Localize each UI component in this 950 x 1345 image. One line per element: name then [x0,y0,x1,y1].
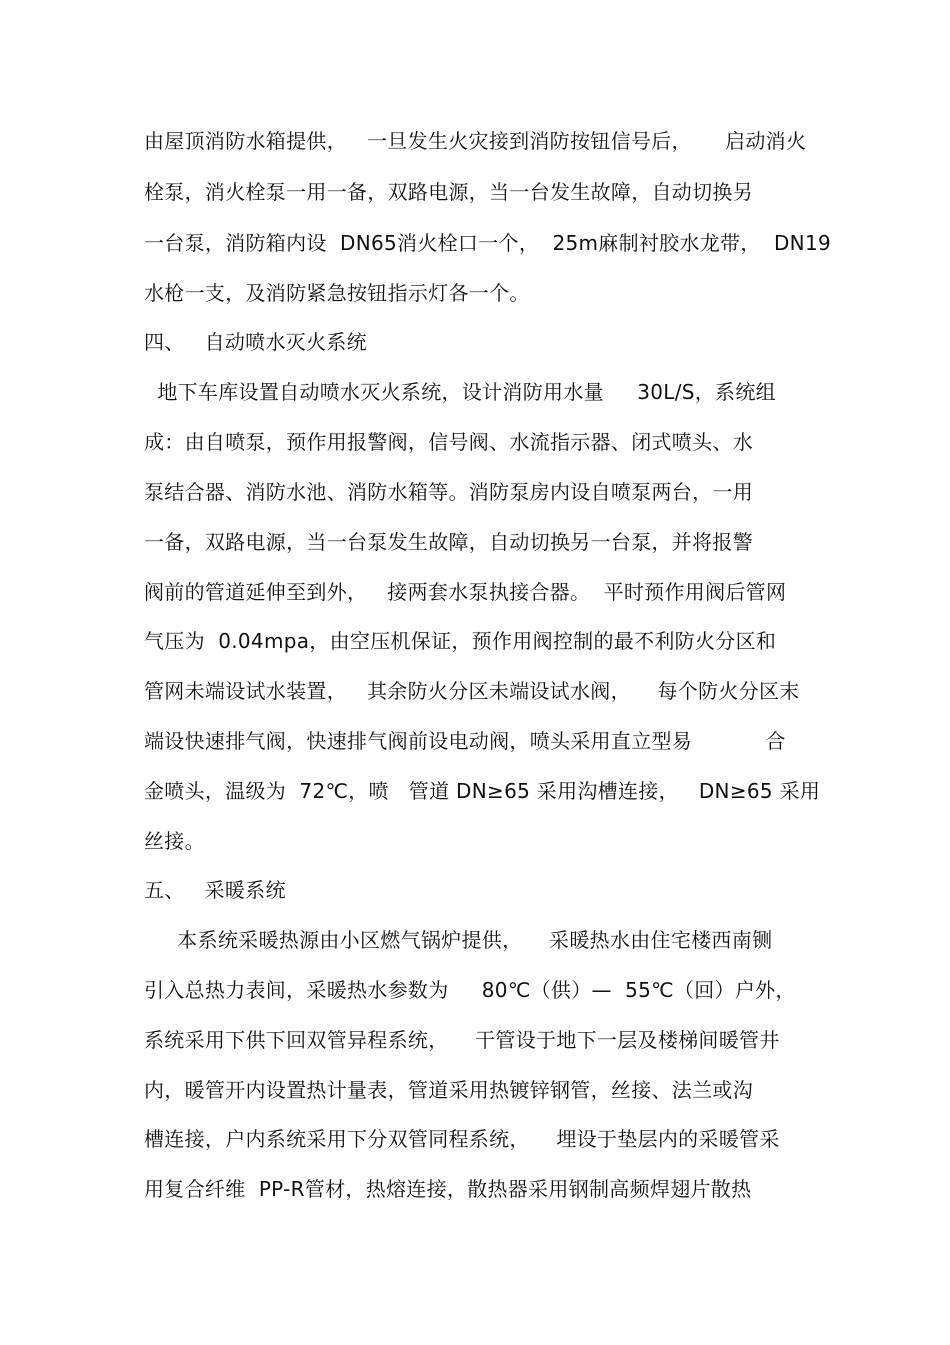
text-line: 由屋顶消防水箱提供， 一旦发生火灾接到消防按钮信号后， 启动消火 [144,129,807,153]
text-line: 成：由自喷泵，预作用报警阀，信号阀、水流指示器、闭式喷头、水 [144,430,753,454]
section-heading: 四、 自动喷水灭火系统 [144,330,367,354]
text-line: 一备，双路电源，当一台泵发生故障，自动切换另一台泵，并将报警 [144,530,753,554]
text-line: 一台泵，消防箱内设 DN65消火栓口一个， 25m麻制衬胶水龙带， DN19 [144,231,831,255]
text-line: 用复合纤维 PP-R管材，热熔连接，散热器采用钢制高频焊翅片散热 [144,1177,752,1201]
text-line: 阀前的管道延伸至到外， 接两套水泵执接合器。 平时预作用阀后管网 [144,580,787,604]
text-line: 地下车库设置自动喷水灭火系统，设计消防用水量 30L/S，系统组 [144,380,776,404]
text-line: 气压为 0.04mpa，由空压机保证，预作用阀控制的最不利防火分区和 [144,629,777,653]
text-line: 水枪一支，及消防紧急按钮指示灯各一个。 [144,281,530,305]
text-line: 内，暖管开内设置热计量表，管道采用热镀锌钢管，丝接、法兰或沟 [144,1078,753,1102]
section-heading: 五、 采暖系统 [144,878,286,902]
text-line: 管网未端设试水装置， 其余防火分区未端设试水阀， 每个防火分区末 [144,679,800,703]
text-line: 本系统采暖热源由小区燃气锅炉提供， 采暖热水由住宅楼西南铡 [144,928,773,952]
text-line: 栓泵，消火栓泵一用一备，双路电源，当一台发生故障，自动切换另 [144,180,753,204]
text-line: 引入总热力表间，采暖热水参数为 80℃（供）— 55℃（回）户外， [144,978,796,1002]
text-line: 金喷头，温级为 72℃，喷 管道 DN≥65 采用沟槽连接， DN≥65 采用 [144,779,821,803]
text-line: 泵结合器、消防水池、消防水箱等。消防泵房内设自喷泵两台，一用 [144,480,753,504]
text-line: 丝接。 [144,829,205,853]
text-line: 系统采用下供下回双管异程系统， 干管设于地下一层及楼梯间暖管井 [144,1028,780,1052]
text-line: 端设快速排气阀，快速排气阀前设电动阀，喷头采用直立型易 合 [144,729,786,753]
text-line: 槽连接，户内系统采用下分双管同程系统， 埋设于垫层内的采暖管采 [144,1127,780,1151]
